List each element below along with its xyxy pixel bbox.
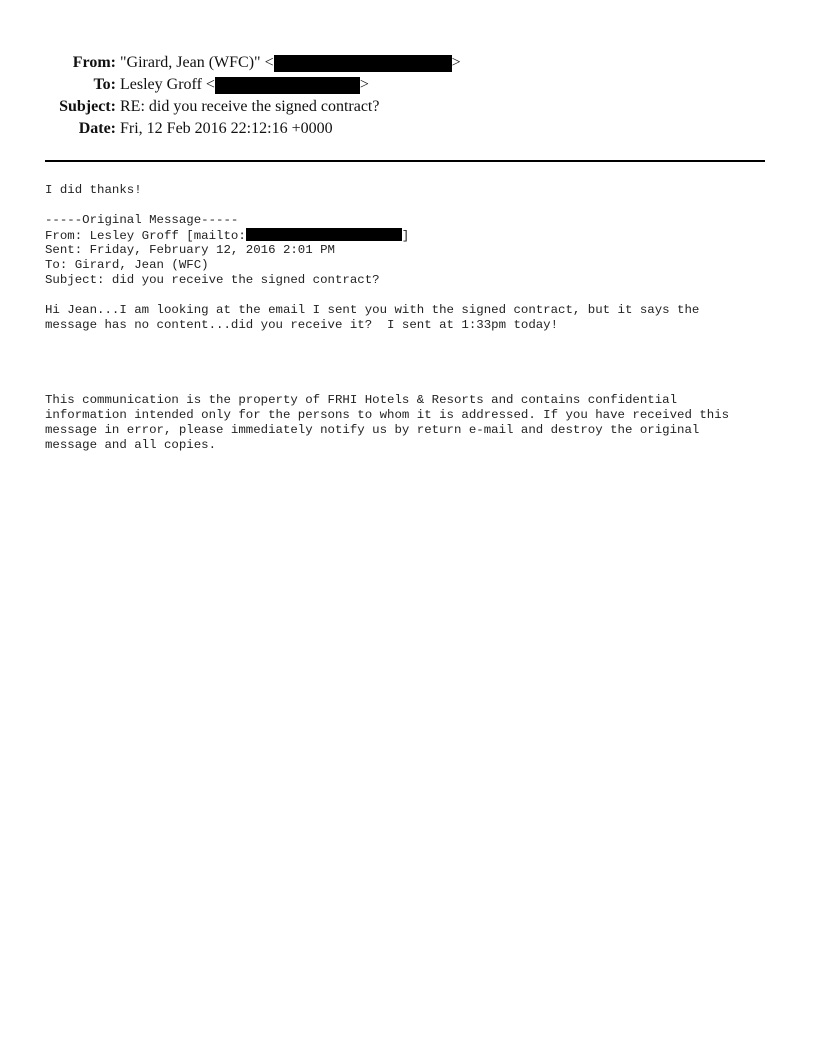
disclaimer-line-4: message and all copies. [45,438,217,452]
reply-text: I did thanks! [45,183,142,197]
original-to-line: To: Girard, Jean (WFC) [45,258,209,272]
date-label: Date: [78,120,116,137]
redacted-to-email [215,77,360,94]
from-value [120,52,461,74]
to-label: To: [93,76,116,93]
redacted-from-email [274,55,452,72]
original-subject-line: Subject: did you receive the signed contract? [45,273,380,287]
from-row [0,52,816,74]
from-close-bracket: > [451,54,461,71]
original-message-marker: -----Original Message----- [45,213,239,227]
email-header [0,52,816,140]
to-value [120,74,369,96]
original-from-suffix: ] [401,229,410,243]
to-name: Lesley Groff < [120,76,215,93]
original-from-line [45,228,785,243]
original-from-prefix: From: Lesley Groff [mailto: [45,229,246,243]
date-value: Fri, 12 Feb 2016 22:12:16 +0000 [120,120,333,137]
header-divider [45,160,765,162]
redacted-mailto-email [246,228,402,241]
original-message-line-1: Hi Jean...I am looking at the email I sent you with the signed contract, but it says the [45,303,700,317]
subject-row [0,96,816,118]
disclaimer-line-3: message in error, please immediately notify us by return e-mail and destroy the original [45,423,700,437]
disclaimer-line-1: This communication is the property of FRHI Hotels & Resorts and contains confidential [45,393,678,407]
disclaimer-line-2: information intended only for the persons to whom it is addressed. If you have received this [45,408,730,422]
date-row [0,118,816,140]
to-row [0,74,816,96]
email-body [45,183,785,453]
to-close-bracket: > [359,76,369,93]
original-sent-line: Sent: Friday, February 12, 2016 2:01 PM [45,243,335,257]
original-message-line-2: message has no content...did you receive it? I sent at 1:33pm today! [45,318,559,332]
subject-value: RE: did you receive the signed contract? [120,98,380,115]
from-label: From: [72,54,116,71]
from-name: "Girard, Jean (WFC)" < [120,54,274,71]
subject-label: Subject: [59,98,116,115]
